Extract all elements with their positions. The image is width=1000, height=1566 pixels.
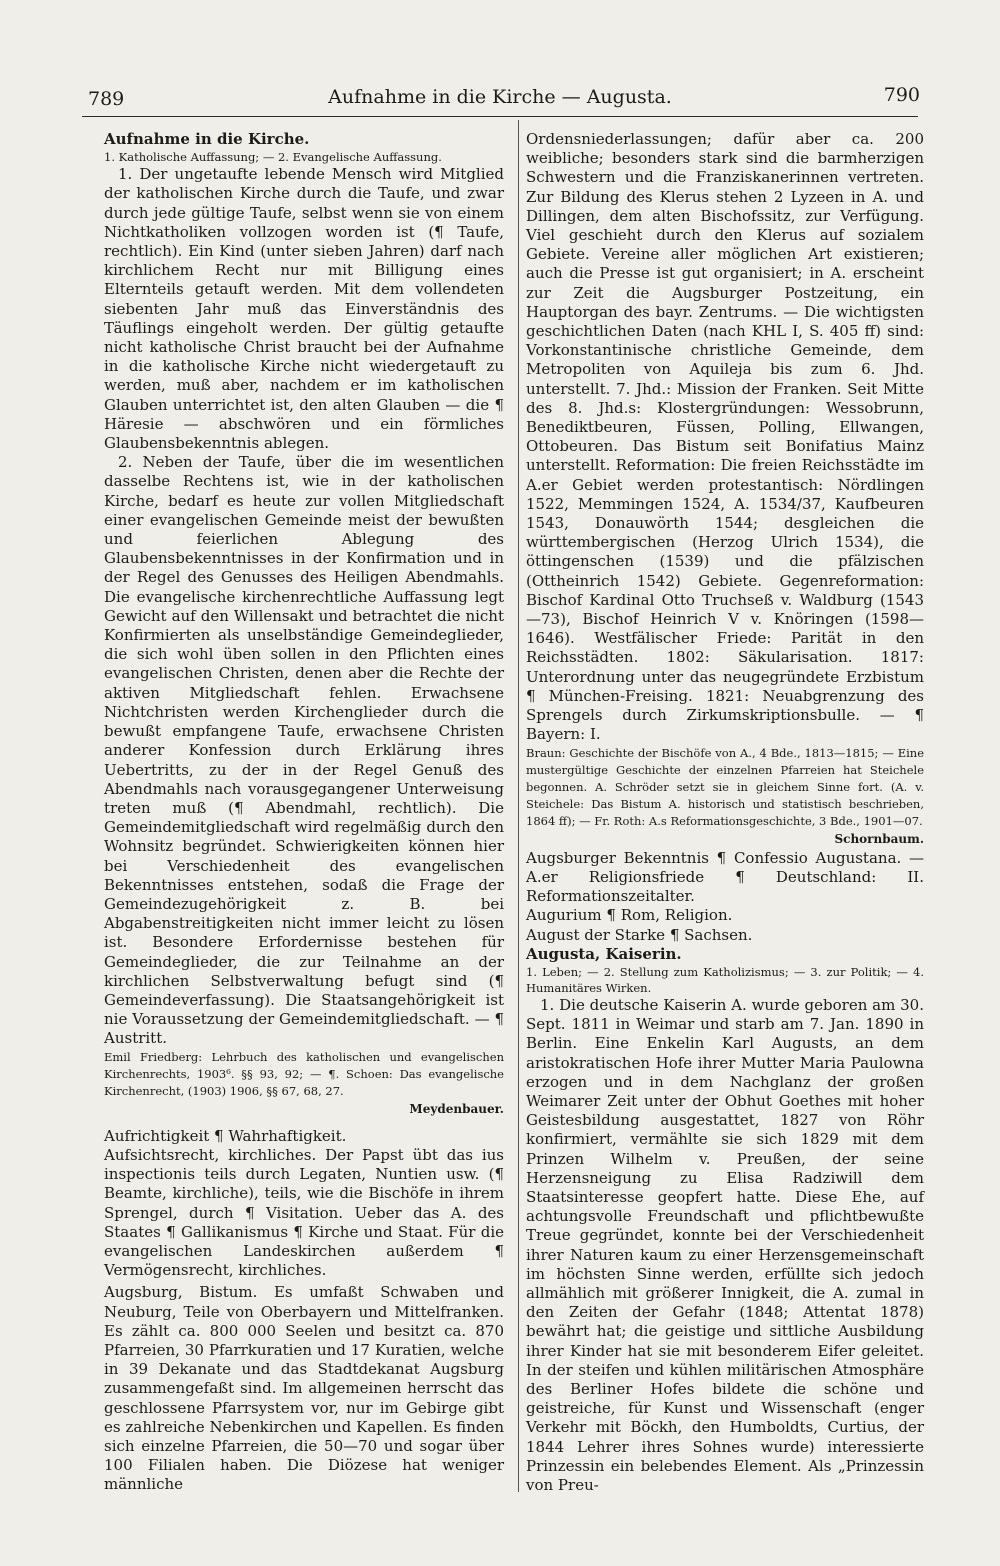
entry-paragraph: 1. Die deutsche Kaiserin A. wurde geboren am 30. Sept. 1811 in Weimar und starb am 7. Jan. 1890 in Berlin. Eine Enkelin Karl Augusts, an dem aristokratischen Hofe ihrer Mutter Maria Paulowna erzogen und in dem Nachglanz der großen Weimarer Zeit unter der Obhut Goethes mit hoher Geistesbildung ausgestattet, 1827 von Röhr konfirmiert, vermählte sie sich 1829 mit dem Prinzen Wilhelm v. Preußen, der seine Herzensneigung zu Elisa Radziwill dem Staatsinteresse geopfert hatte. Diese Ehe, auf achtungsvolle Freundschaft und pflichtbewußte Treue gegründet, konnte bei der Verschiedenheit ihrer Naturen kaum zu einer Herzensgemeinschaft im höchsten Sinne werden, erfüllte sich jedoch allmählich mit größerer Innigkeit, die A. zumal in den Zeiten der Gefahr (1848; Attentat 1878) bewährt hat; die geistige und sittliche Ausbildung ihrer Kinder hat sie mit besonderem Eifer geleitet. In der steifen und kühlen militärischen Atmosphäre des Berliner Hofes bildete die schöne und geistreiche, für Kunst und Wissenschaft (enger Verkehr mit Böckh, den Humboldts, Curtius, der 1844 Lehrer ihres Sohnes wurde) interessierte Prinzessin ein belebendes Element. Als „Prinzessin von Preu-: [526, 995, 924, 1494]
page-header: [80, 82, 920, 116]
literature-note: Braun: Geschichte der Bischöfe von A., 4 Bde., 1813—1815; — Eine mustergültige Geschichte der einzelnen Pfarreien hat Steichele begonnen. A. Schröder setzt sie in gleichem Sinne fort. (A. v. Steichele: Das Bistum A. historisch und statistisch beschrieben, 1864 ff); — Fr. Roth: A.s Reformationsgeschichte, 3 Bde., 1901—07.: [526, 745, 924, 828]
entry-augsburg-continued: Ordensniederlassungen; dafür aber ca. 200 weibliche; besonders stark sind die barmherzigen Schwestern und die Franziskanerinnen vertreten. Zur Bildung des Klerus stehen 2 Lyzeen in A. und Dillingen, dem alten Bischofssitz, zur Verfügung. Viel geschieht durch den Klerus auf sozialem Gebiete. Vereine aller möglichen Art existieren; auch die Presse ist gut organisiert; in A. erscheint zur Zeit die Augsburger Postzeitung, ein Hauptorgan des bayr. Zentrums. — Die wichtigsten geschichtlichen Daten (nach KHL I, S. 405 ff) sind: Vorkonstantinische christliche Gemeinde, dem Metropoliten von Aquileja bis zum 6. Jhd. unterstellt. 7. Jhd.: Mission der Franken. Seit Mitte des 8. Jhd.s: Klostergründungen: Wessobrunn, Benediktbeuren, Füssen, Polling, Ellwangen, Ottobeuren. Das Bistum seit Bonifatius Mainz unterstellt. Reformation: Die freien Reichsstädte im A.er Gebiet werden protestantisch: Nördlingen 1522, Memmingen 1524, A. 1534/37, Kaufbeuren 1543, Donauwörth 1544; desgleichen die württembergischen (Herzog Ulrich 1534), die öttingenschen (1539) und die pfälzischen (Ottheinrich 1542) Gebiete. Gegenreformation: Bischof Kardinal Otto Truchseß v. Waldburg (1543—73), Bischof Heinrich V v. Knöringen (1598—1646). Westfälischer Friede: Parität in den Reichsstädten. 1802: Säkularisation. 1817: Unterordnung unter das neugegründete Erzbistum ¶ München-Freising. 1821: Neuabgrenzung des Sprengels durch Zirkumskriptionsbulle. — ¶ Bayern: I.: [526, 130, 924, 744]
entry-aufsichtsrecht: Aufsichtsrecht, kirchliches. Der Papst übt das ius inspectionis teils durch Legaten, Nuntien usw. (¶ Beamte, kirchliche), teils, wie die Bischöfe in ihrem Sprengel, durch ¶ Visitation. Ueber das A. des Staates ¶ Gallikanismus ¶ Kirche und Staat. Für die evangelischen Landeskirchen außerdem ¶ Vermögensrecht, kirchliches.: [104, 1145, 504, 1280]
column-divider: [518, 120, 519, 1492]
entry-paragraph: 2. Neben der Taufe, über die im wesentlichen dasselbe Rechtens ist, wie in der katholischen Kirche, bedarf es heute zur vollen Mitgliedschaft einer evangelischen Gemeinde meist der bewußten und feierlichen Ablegung des Glaubensbekenntnisses in der Konfirmation und in der Regel des Genusses des Heiligen Abendmahls. Die evangelische kirchenrechtliche Auffassung legt Gewicht auf den Willensakt und betrachtet die nicht Konfirmierten als unselbständige Gemeindeglieder, die sich wohl üben sollen in den Pflichten eines evangelischen Christen, denen aber die Rechte der aktiven Mitgliedschaft fehlen. Erwachsene Nichtchristen werden Kirchenglieder durch die bewußt empfangene Taufe, erwachsene Christen anderer Konfession durch Erklärung ihres Uebertritts, zu der in der Regel Genuß des Abendmahls nach vorausgegangener Unterweisung treten muß (¶ Abendmahl, rechtlich). Die Gemeindemitgliedschaft wird regelmäßig durch den Wohnsitz begründet. Schwierigkeiten können hier bei Verschiedenheit des evangelischen Bekenntnisses entstehen, sodaß die Frage der Gemeindezugehörigkeit z. B. bei Abgabenstreitigkeiten nicht immer leicht zu lösen ist. Besondere Erfordernisse bestehen für Gemeindeglieder, die zur Teilnahme an der kirchlichen Selbstverwaltung befugt sind (¶ Gemeindeverfassung). Die Staatsangehörigkeit ist nie Voraussetzung der Gemeindemitgliedschaft. — ¶ Austritt.: [104, 453, 504, 1048]
entry-toc-aufnahme: 1. Katholische Auffassung; — 2. Evangelische Auffassung.: [104, 150, 442, 165]
page-number-right: 790: [883, 84, 920, 106]
entry-toc-augusta: 1. Leben; — 2. Stellung zum Katholizismus; — 3. zur Politik; — 4. Humanitäres Wirken.: [526, 964, 924, 995]
left-column: [104, 130, 504, 1495]
entry-august-der-starke: August der Starke ¶ Sachsen.: [526, 925, 753, 944]
entry-paragraph: 1. Der ungetaufte lebende Mensch wird Mitglied der katholischen Kirche durch die Taufe, und zwar durch jede gültige Taufe, selbst wenn sie von einem Nichtkatholiken vollzogen worden ist (¶ Taufe, rechtlich). Ein Kind (unter sieben Jahren) darf nach kirchlichem Recht nur mit Billigung eines Elternteils getauft werden. Mit dem vollendeten siebenten Jahr muß das Einverständnis des Täuflings eingeholt werden. Der gültig getaufte nicht katholische Christ braucht bei der Aufnahme in die katholische Kirche nicht wiedergetauft zu werden, muß aber, nachdem er im katholischen Glauben unterrichtet ist, den alten Glauben — die ¶ Häresie — abschwören und ein förmliches Glaubensbekenntnis ablegen.: [104, 165, 504, 453]
literature-note: Emil Friedberg: Lehrbuch des katholischen und evangelischen Kirchenrechts, 1903⁶. §§ 93, 92; — ¶. Schoen: Das evangelische Kirchenrecht, (1903) 1906, §§ 67, 68, 27.: [104, 1049, 504, 1098]
right-column: [526, 130, 924, 1495]
page-number-left: 789: [88, 88, 125, 110]
header-rule: [82, 116, 918, 117]
author-signature: Schornbaum.: [834, 831, 924, 846]
entry-aufrichtigkeit: Aufrichtigkeit ¶ Wahrhaftigkeit.: [104, 1126, 347, 1145]
entry-augurium: Augurium ¶ Rom, Religion.: [526, 906, 733, 925]
entry-gap: [104, 1119, 504, 1127]
entry-augsburg: Augsburg, Bistum. Es umfaßt Schwaben und Neuburg, Teile von Oberbayern und Mittelfranken. Es zählt ca. 800 000 Seelen und besitzt ca. 870 Pfarreien, 30 Pfarrkuratien und 17 Kuratien, welche in 39 Dekanate und das Stadtdekanat Augsburg zusammengefaßt sind. Im allgemeinen herrscht das geschlossene Pfarrsystem vor, nur im Gebirge gibt es zahlreiche Nebenkirchen und Kapellen. Es finden sich einzelne Pfarreien, die 50—70 und sogar über 100 Filialen haben. Die Diözese hat weniger männliche: [104, 1283, 504, 1494]
entry-title-aufnahme: Aufnahme in die Kirche.: [104, 130, 310, 148]
author-signature: Meydenbauer.: [409, 1101, 504, 1116]
running-head: Aufnahme in die Kirche — Augusta.: [328, 86, 672, 108]
entry-augsburger-bekenntnis: Augsburger Bekenntnis ¶ Confessio Augustana. — A.er Religionsfriede ¶ Deutschland: II. Reformationszeitalter.: [526, 848, 924, 906]
entry-title-augusta: Augusta, Kaiserin.: [526, 944, 682, 963]
